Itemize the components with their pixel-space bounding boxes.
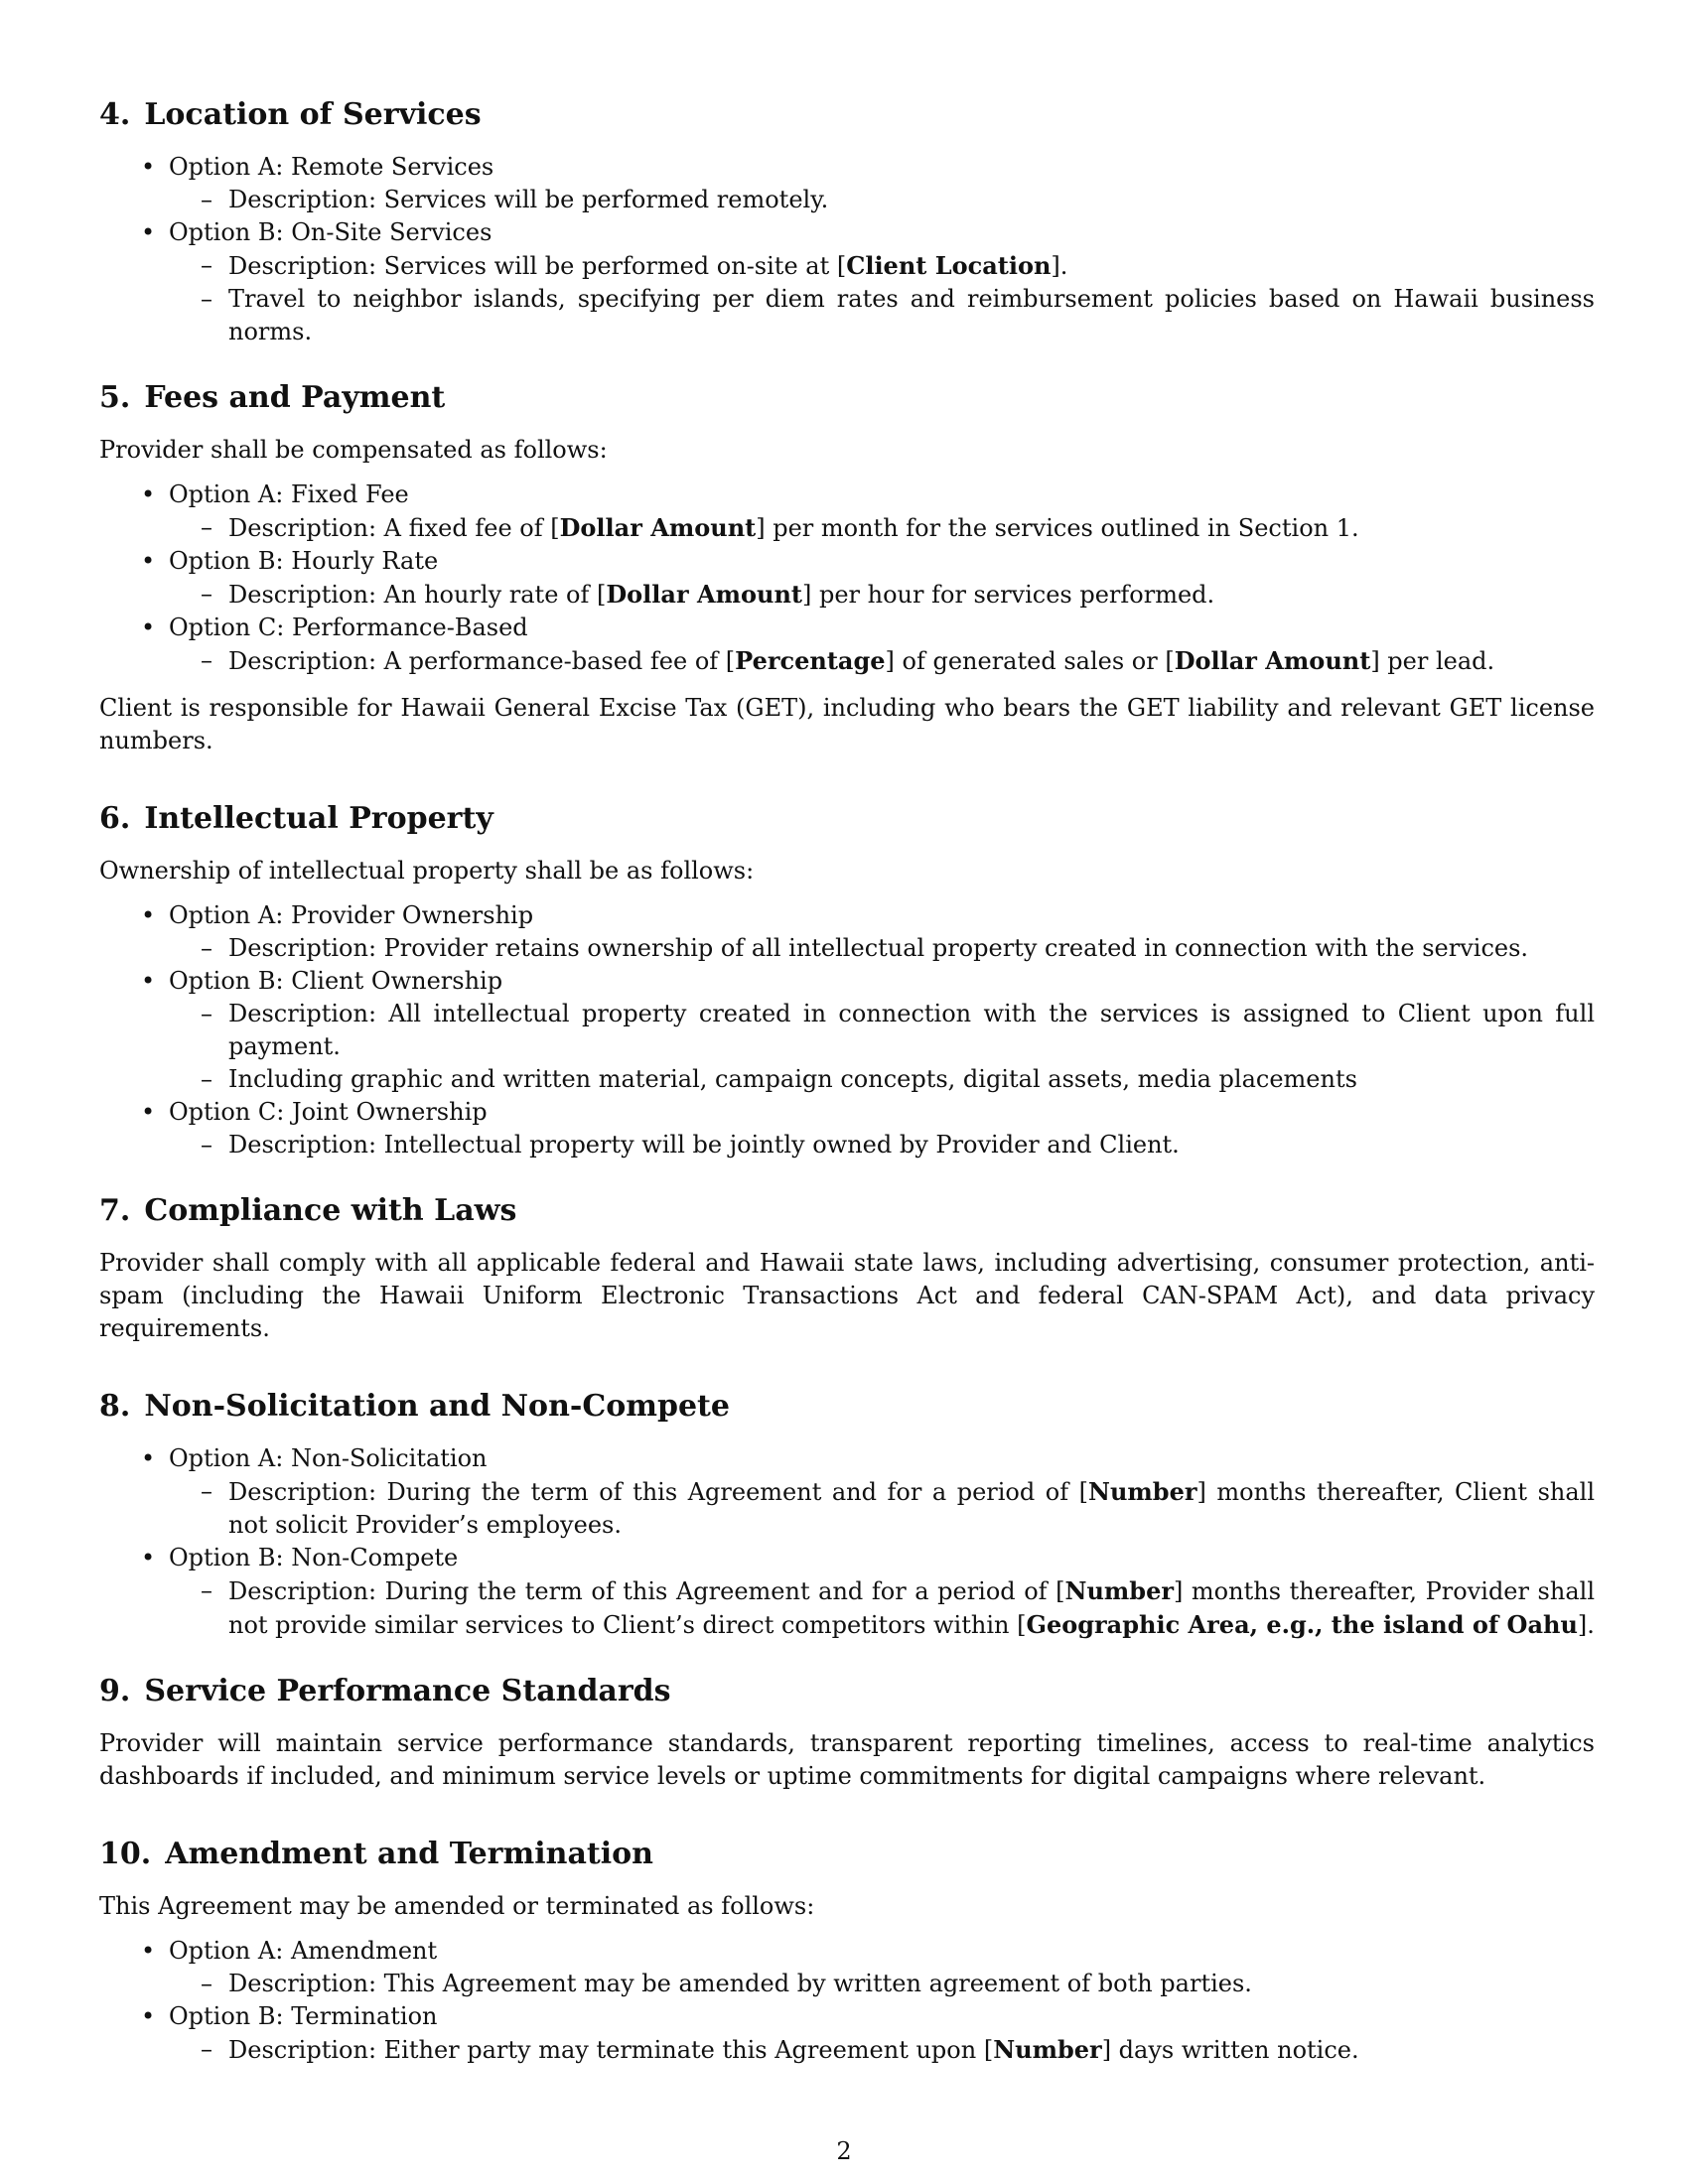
list-item: – Description: Provider retains ownership of all intellectual property created in connection with the services.	[201, 934, 1529, 962]
section-heading: 4. Location of Services	[99, 97, 482, 132]
list-item: – Description: During the term of this Agreement and for a period of [Number] months thereafter, Client shall not solicit Provider’s employees.	[201, 1477, 1595, 1539]
list-item: – Description: A fixed fee of [Dollar Amount] per month for the services outlined in Section 1.	[201, 513, 1359, 542]
section-service-performance	[99, 1672, 1595, 1793]
list-item: • Option A: Remote Services – Description: Services will be performed remotely.	[135, 151, 1595, 216]
list-item: – Description: All intellectual property created in connection with the services is assigned to Client upon full payment.	[201, 1000, 1595, 1060]
list-item: – Description: An hourly rate of [Dollar Amount] per hour for services performed.	[201, 580, 1215, 609]
options-list	[99, 151, 1595, 348]
list-item: – Description: A performance-based fee of [Percentage] of generated sales or [Dollar Amount] per lead.	[201, 646, 1495, 675]
section-outro: Client is responsible for Hawaii General Excise Tax (GET), including who bears the GET liability and relevant GET license numbers.	[99, 694, 1595, 754]
section-intellectual-property	[99, 799, 1595, 1161]
section-heading: 10. Amendment and Termination	[99, 1837, 653, 1871]
list-item: – Travel to neighbor islands, specifying per diem rates and reimbursement policies based on Hawaii business norms.	[201, 285, 1595, 345]
document-page	[99, 95, 1595, 2067]
section-fees-and-payment	[99, 378, 1595, 757]
list-item: • Option A: Amendment – Description: This Agreement may be amended by written agreement of both parties.	[135, 1935, 1595, 2000]
list-item: • Option A: Fixed Fee – Description: A fixed fee of [Dollar Amount] per month for the services outlined in Section 1.	[135, 478, 1595, 545]
list-item: • Option B: Non-Compete – Description: During the term of this Agreement and for a period of [Number] months thereafter, Provider shall not provide similar services to Client’s direct competitors within [Geographic Area, e.g., the island of Oahu].	[135, 1542, 1595, 1642]
list-item: • Option A: Provider Ownership – Description: Provider retains ownership of all intellectual property created in connection with the services.	[135, 899, 1595, 965]
section-amendment-termination	[99, 1835, 1595, 2067]
options-list	[99, 1935, 1595, 2067]
section-location-of-services	[99, 95, 1595, 348]
section-heading: 8. Non-Solicitation and Non-Compete	[99, 1389, 730, 1424]
section-heading: 7. Compliance with Laws	[99, 1193, 517, 1228]
section-compliance-with-laws	[99, 1191, 1595, 1345]
list-item: – Description: Services will be performed remotely.	[201, 186, 829, 213]
list-item: – Description: Intellectual property will be jointly owned by Provider and Client.	[201, 1131, 1180, 1159]
list-item: – Description: During the term of this Agreement and for a period of [Number] months thereafter, Provider shall not provide similar services to Client’s direct competitors within [Geographic Area, e.g., the island of Oahu].	[201, 1576, 1595, 1639]
options-list	[99, 899, 1595, 1161]
section-heading: 6. Intellectual Property	[99, 801, 493, 836]
list-item: – Including graphic and written material, campaign concepts, digital assets, media placements	[201, 1065, 1357, 1093]
list-item: • Option A: Non-Solicitation – Description: During the term of this Agreement and for a period of [Number] months thereafter, Client shall not solicit Provider’s employees.	[135, 1442, 1595, 1542]
options-list	[99, 1442, 1595, 1642]
section-body: Provider will maintain service performance standards, transparent reporting timelines, access to real-time analytics dashboards if included, and minimum service levels or uptime commitments for digital campaigns where relevant.	[99, 1729, 1595, 1790]
page-number: 2	[836, 2137, 852, 2165]
list-item: • Option B: Termination – Description: Either party may terminate this Agreement upon [Number] days written notice.	[135, 2000, 1595, 2067]
section-body: Provider shall comply with all applicable federal and Hawaii state laws, including advertising, consumer protection, anti-spam (including the Hawaii Uniform Electronic Transactions Act and federal CAN-SPAM Act), and data privacy requirements.	[99, 1249, 1595, 1342]
section-heading: 5. Fees and Payment	[99, 380, 446, 415]
options-list	[99, 478, 1595, 678]
section-heading: 9. Service Performance Standards	[99, 1674, 671, 1708]
section-intro: This Agreement may be amended or terminated as follows:	[99, 1892, 815, 1920]
list-item: • Option B: On-Site Services – Description: Services will be performed on-site at [Client Location]. – Travel to neighbor islands, specifying per diem rates and reimbursement policies based on Hawaii business norms.	[135, 216, 1595, 348]
list-item: – Description: This Agreement may be amended by written agreement of both parties.	[201, 1970, 1252, 1997]
list-item: – Description: Either party may terminate this Agreement upon [Number] days written notice.	[201, 2035, 1359, 2064]
section-intro: Provider shall be compensated as follows:	[99, 436, 608, 464]
section-intro: Ownership of intellectual property shall be as follows:	[99, 857, 755, 885]
section-non-solicitation	[99, 1387, 1595, 1642]
list-item: – Description: Services will be performed on-site at [Client Location].	[201, 251, 1068, 280]
list-item: • Option B: Hourly Rate – Description: An hourly rate of [Dollar Amount] per hour for services performed.	[135, 545, 1595, 612]
list-item: • Option C: Joint Ownership – Description: Intellectual property will be jointly owned by Provider and Client.	[135, 1096, 1595, 1161]
list-item: • Option C: Performance-Based – Description: A performance-based fee of [Percentage] of generated sales or [Dollar Amount] per lead.	[135, 612, 1595, 678]
list-item: • Option B: Client Ownership – Description: All intellectual property created in connection with the services is assigned to Client upon full payment. – Including graphic and written material, campaign concepts, digital assets, media placements	[135, 965, 1595, 1096]
